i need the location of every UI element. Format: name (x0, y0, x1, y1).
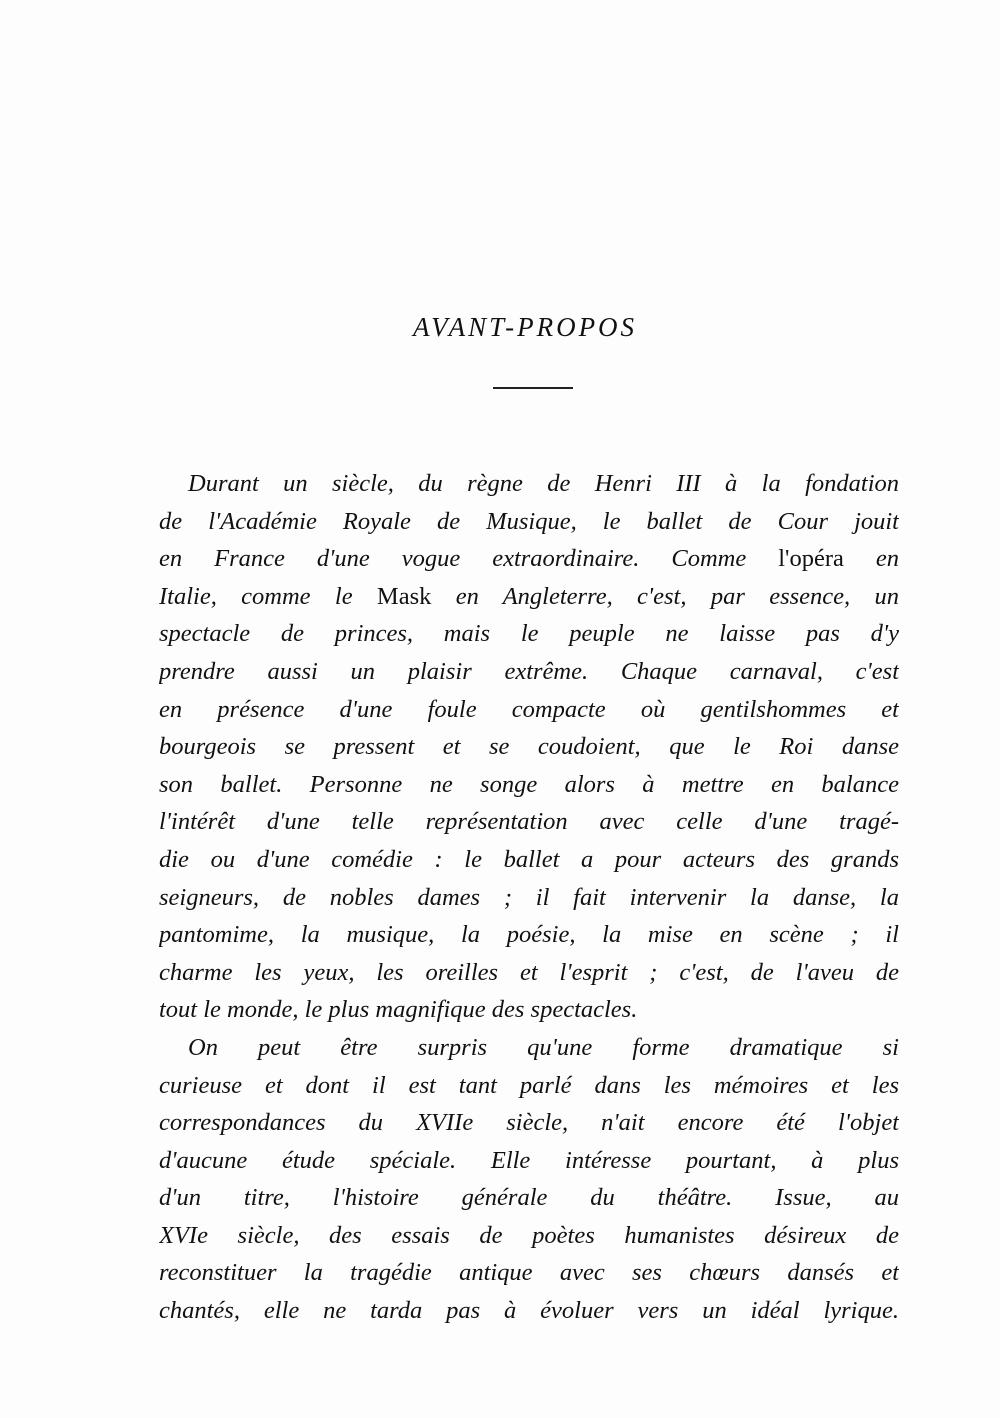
text-line (159, 540, 899, 578)
text-line: correspondances du XVIIe siècle, n'ait encore été l'objet (159, 1109, 899, 1137)
text-line: pantomime, la musique, la poésie, la mise en scène ; il (159, 921, 899, 949)
text-segment: en (843, 545, 899, 573)
text-segment: Italie, comme le (159, 582, 377, 610)
text-line: chantés, elle ne tarda pas à évoluer vers un idéal lyrique. (159, 1297, 899, 1325)
text-line: die ou d'une comédie : le ballet a pour acteurs des grands (159, 845, 899, 873)
roman-text-segment: Mask (376, 582, 432, 610)
text-segment: en France d'une vogue extraordinaire. Comme (159, 545, 779, 573)
text-line: l'intérêt d'une telle représentation avec celle d'une tragé- (159, 808, 899, 836)
text-segment: en Angleterre, c'est, par essence, un (431, 582, 899, 610)
body-text (159, 465, 899, 1330)
title-rule (493, 387, 573, 389)
text-line: bourgeois se pressent et se coudoient, que le Roi danse (159, 733, 899, 761)
text-line: curieuse et dont il est tant parlé dans les mémoires et les (159, 1071, 899, 1099)
roman-text-segment: l'opéra (778, 545, 844, 573)
text-line: On peut être surpris qu'une forme dramatique si (188, 1033, 899, 1061)
text-line: d'aucune étude spéciale. Elle intéresse pourtant, à plus (159, 1146, 899, 1174)
page-title: AVANT-PROPOS (412, 312, 638, 342)
text-line: en présence d'une foule compacte où gentilshommes et (159, 695, 899, 723)
text-line: reconstituer la tragédie antique avec ses chœurs dansés et (159, 1259, 899, 1287)
text-line: son ballet. Personne ne songe alors à mettre en balance (159, 770, 899, 798)
text-line: Durant un siècle, du règne de Henri III à la fondation (188, 470, 899, 497)
text-line: tout le monde, le plus magnifique des spectacles. (159, 996, 638, 1024)
text-line: charme les yeux, les oreilles et l'esprit ; c'est, de l'aveu de (159, 958, 899, 986)
text-line: spectacle de princes, mais le peuple ne laisse pas d'y (159, 620, 899, 648)
text-line: seigneurs, de nobles dames ; il fait intervenir la danse, la (159, 883, 899, 911)
text-line (159, 578, 899, 616)
text-line: d'un titre, l'histoire générale du théâtre. Issue, au (159, 1184, 899, 1212)
text-line: prendre aussi un plaisir extrême. Chaque carnaval, c'est (159, 657, 899, 685)
text-line: XVIe siècle, des essais de poètes humanistes désireux de (159, 1221, 899, 1249)
text-line: de l'Académie Royale de Musique, le ballet de Cour jouit (159, 507, 899, 535)
